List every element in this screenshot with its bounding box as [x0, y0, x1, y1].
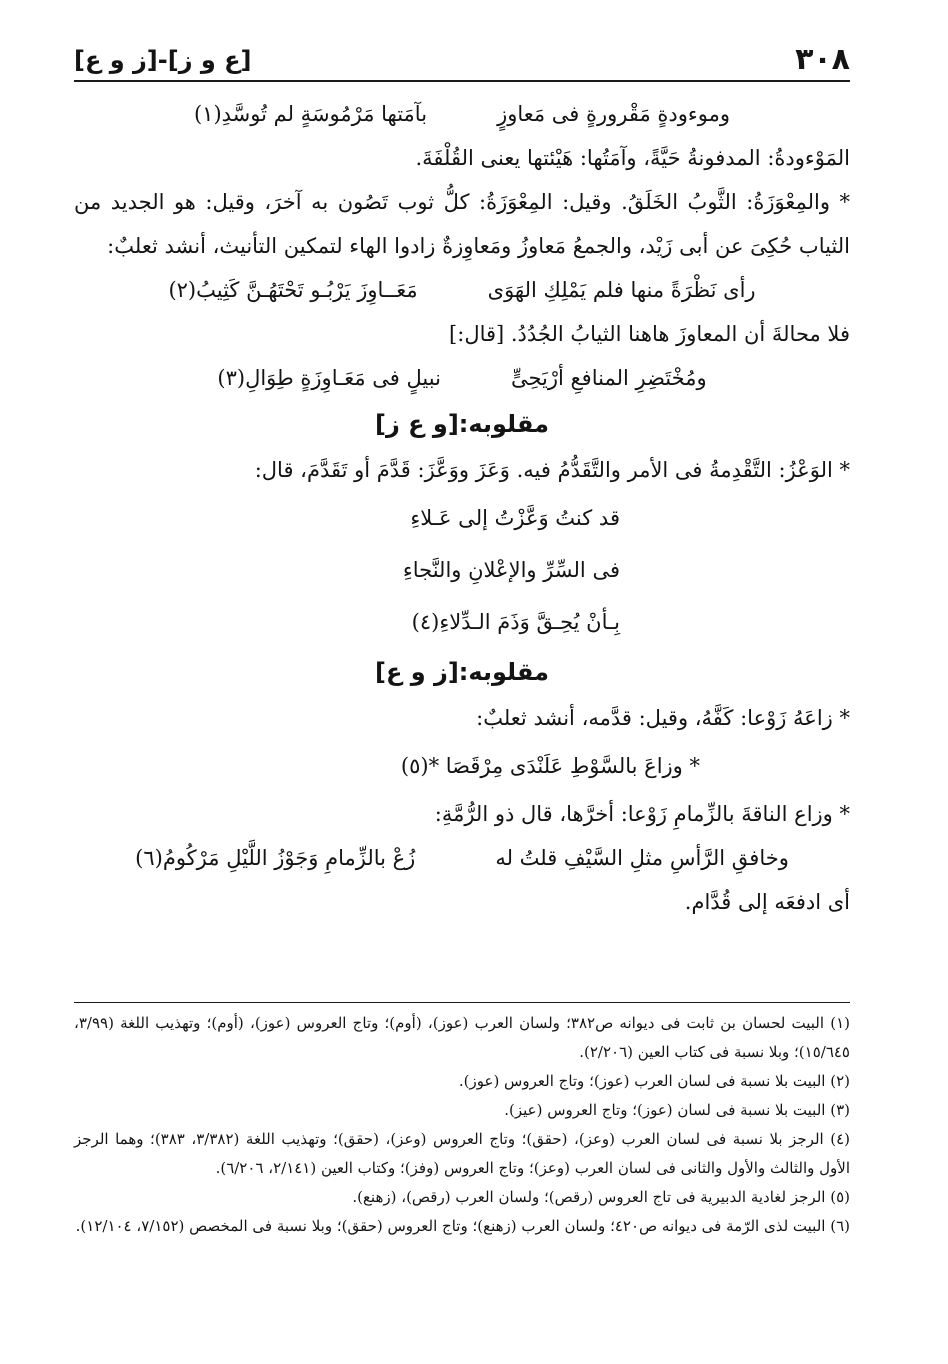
paragraph: * الوَعْزُ: التَّقْدِمةُ فى الأمر والتَّقَدُّمُ فيه. وَعَزَ ووَعَّزَ: قَدَّمَ أو تَقَدَّمَ، قال: [254, 458, 850, 482]
footnote: (١) البيت لحسان بن ثابت فى ديوانه ص٣٨٢؛ ولسان العرب (عوز)، (أوم)؛ وتاج العروس (عوز)، (أوم)؛ وتهذيب اللغة (٣/٩٩، ١٥/٦٤٥)؛ وبلا نسبة فى كتاب العين (٢/٢٠٦). [74, 1014, 851, 1061]
paragraph: * وزاع الناقةَ بالزِّمامِ زَوْعا: أخرَّها، قال ذو الرُّمَّةِ: [434, 802, 850, 826]
verse [74, 356, 850, 400]
verse-first-hemistich: وخافقِ الرَّأسِ مثلِ السَّيْفِ قلتُ له [495, 846, 789, 870]
footnote: (٢) البيت بلا نسبة فى لسان العرب (عوز)؛ وتاج العروس (عوز). [458, 1072, 850, 1090]
verse [74, 92, 850, 136]
rajaz-line: فى السِّرِّ والإعْلانِ والنَّجاءِ [402, 558, 620, 582]
verse-second-hemistich: نبيلٍ فى مَعَـاوِزَةٍ طِوَالِ(٣) [217, 366, 441, 390]
running-head: [ع و ز]-[ز و ع] [74, 46, 252, 74]
footnote: (٦) البيت لذى الرّمة فى ديوانه ص٤٢٠؛ ولسان العرب (زهنع)؛ وتاج العروس (حقق)؛ وبلا نسبة فى المخصص (٧/١٥٢، ١٢/١٠٤). [75, 1217, 850, 1235]
page-header [74, 40, 850, 82]
rajaz-line: * وزاعَ بالسَّوْطِ عَلَنْدَى مِرْقَصَا *(٥) [400, 754, 700, 778]
footnote: (٥) الرجز لغادية الدبيرية فى تاج العروس (رقص)؛ ولسان العرب (رقص)، (زهنع). [352, 1188, 850, 1206]
verse-first-hemistich: وموءودةٍ مَقْرورةٍ فى مَعاوزٍ [497, 102, 731, 126]
rajaz-line: قد كنتُ وَعَّزْتُ إلى عَـلاءِ [410, 506, 620, 530]
rajaz-line: بِـأنْ يُحِـقَّ وَذَمَ الـدِّلاءِ(٤) [411, 610, 620, 634]
section-heading: مقلوبه:[و ع ز] [375, 410, 549, 438]
paragraph: * والمِعْوَزَةُ: الثَّوبُ الخَلَقُ. وقيل: المِعْوَزَةُ: كلُّ ثوب تَصُون به آخرَ، وقيل: هو الجديد من الثياب حُكِىَ عن أبى زَيْد، والجمعُ مَعاوزُ ومَعاوِزةٌ زادوا الهاء لتمكين التأنيث، أنشد ثعلبٌ: [74, 190, 850, 258]
verse-second-hemistich: بآمَتها مَرْمُوسَةٍ لم تُوسَّدِ(١) [193, 102, 428, 126]
verse-first-hemistich: رأى نَظْرَةً منها فلم يَمْلِكِ الهَوَى [487, 278, 756, 302]
section-heading: مقلوبه:[ز و ع] [375, 658, 549, 686]
verse-second-hemistich: مَعَــاوِزَ يَرْبُـو تَحْتَهُـنَّ كَثِيبُ(٢) [168, 278, 418, 302]
verse [74, 836, 850, 880]
verse-first-hemistich: ومُخْتَضِرِ المنافعِ أرْيَحِىٍّ [510, 366, 707, 390]
paragraph: * زاعَهُ زَوْعا: كَفَّهُ، وقيل: قدَّمه، أنشد ثعلبٌ: [476, 706, 850, 730]
page-number: ٣٠٨ [795, 42, 850, 77]
paragraph: أى ادفعَه إلى قُدَّام. [684, 890, 850, 914]
paragraph: المَوْءودةُ: المدفونةُ حَيَّةً، وآمَتُها: هَيْئتها يعنى القُلْفَةَ. [415, 146, 850, 170]
footnote: (٣) البيت بلا نسبة فى لسان (عوز)؛ وتاج العروس (عيز). [504, 1101, 850, 1119]
paragraph: فلا محالةَ أن المعاوزَ هاهنا الثيابُ الجُدُدُ. [قال:] [449, 322, 850, 346]
footnotes [74, 1002, 850, 1241]
main-text [74, 92, 850, 924]
footnote: (٤) الرجز بلا نسبة فى لسان العرب (وعز)، (حقق)؛ وتاج العروس (وعز)، (حقق)؛ وتهذيب اللغة (٣/٣٨٢، ٣٨٣)؛ وهما الرجز الأول والثالث والأول والثانى فى لسان العرب (وعز)؛ وتاج العروس (وفز)؛ وكتاب العين (٢/١٤١، ٦/٢٠٦). [74, 1130, 850, 1177]
verse [74, 268, 850, 312]
verse-second-hemistich: زُعْ بالزِّمامِ وَجَوْزُ اللَّيْلِ مَرْكُومُ(٦) [135, 846, 416, 870]
